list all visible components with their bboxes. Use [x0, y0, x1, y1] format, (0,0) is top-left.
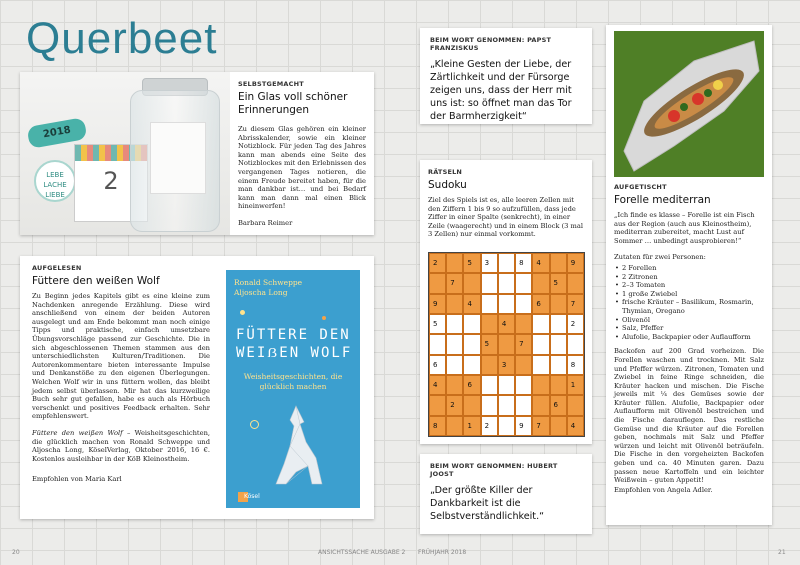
sudoku-cell: 7 — [532, 416, 549, 436]
sudoku-card — [420, 160, 592, 444]
sudoku-cell: 8 — [429, 416, 446, 436]
book-reference — [32, 429, 210, 463]
article-title: Füttere den weißen Wolf — [32, 275, 160, 287]
sudoku-cell — [498, 294, 515, 314]
sudoku-cell: 2 — [481, 416, 498, 436]
sudoku-cell: 7 — [446, 273, 463, 293]
sudoku-cell — [498, 416, 515, 436]
section-kicker: AUFGETISCHT — [614, 183, 667, 191]
section-kicker: RÄTSELN — [428, 168, 463, 176]
sudoku-cell — [515, 355, 532, 375]
sudoku-cell — [463, 355, 480, 375]
issue-label: ANSICHTSSACHE AUSGABE 2 — [318, 549, 406, 556]
trout-dish-icon — [614, 31, 764, 177]
sudoku-cell — [446, 314, 463, 334]
sudoku-cell — [532, 334, 549, 354]
sudoku-cell: 5 — [429, 314, 446, 334]
sudoku-cell — [567, 395, 584, 415]
calendar-day: 2 — [103, 167, 119, 195]
article-jar — [20, 72, 374, 235]
sudoku-cell — [446, 253, 463, 273]
sudoku-cell — [446, 294, 463, 314]
page-number-right: 21 — [778, 549, 786, 556]
sudoku-cell — [481, 375, 498, 395]
ingredient-item: • 1 große Zwiebel — [622, 290, 764, 299]
sudoku-cell: 8 — [567, 355, 584, 375]
sudoku-cell — [532, 355, 549, 375]
recipe-intro: „Ich finde es klasse – Forelle ist ein Fisch aus der Region (auch aus Kleinostheim), mediterran zubereitet, macht Lust auf Sommer … unbedingt ausprobieren!“ — [614, 211, 755, 245]
sudoku-cell — [463, 273, 480, 293]
sudoku-cell — [515, 273, 532, 293]
book-reference-title: Füttere den weißen Wolf — [32, 428, 123, 437]
ingredient-item: • 2–3 Tomaten — [622, 281, 764, 290]
sudoku-cell: 2 — [429, 253, 446, 273]
ingredients-title: Zutaten für zwei Personen: — [614, 253, 706, 262]
sudoku-cell — [498, 375, 515, 395]
sudoku-cell — [429, 395, 446, 415]
sudoku-cell — [481, 314, 498, 334]
section-kicker: AUFGELESEN — [32, 264, 82, 272]
sudoku-cell — [498, 273, 515, 293]
wolf-illustration-icon — [256, 402, 336, 490]
ingredient-item: • Salz, Pfeffer — [622, 324, 764, 333]
season-label: FRÜHJAHR 2018 — [418, 549, 467, 556]
sudoku-cell — [550, 355, 567, 375]
article-body: Zu Beginn jedes Kapitels gibt es eine kleine zum Nachdenken anregende Erzählung. Diese wird anschließend von einem der beiden Autoren ausgelegt und am Ende bekommt man noch einige Tipps und praktische, einfach umsetzbare Übungsvorschläge passend zur Geschichte. Die in sich abgeschlossenen Themen stammen aus den unterschiedlichsten Kulturen/Traditionen. Die Autorenkommentare bieten interessante Impulse und Denkanstöße zu den eigenen Überlegungen. Welchen Wolf wir in uns füttern wollen, das bleibt jedem selbst überlassen. Mir hat das kurzweilige Buch sehr gut gefallen, habe es auch als Hörbuch verschenkt und positives Feedback erhalten. Sehr empfehlenswert. — [32, 292, 210, 421]
recommended-by: Empfohlen von Maria Karl — [32, 475, 122, 484]
quote-text: „Kleine Gesten der Liebe, der Zärtlichkeit und der Fürsorge zeigen uns, dass der Herr mit uns ist: so öffnet man das Tor der Barmherzigkeit“ — [430, 59, 572, 122]
book-author-2: Aljoscha Long — [234, 288, 288, 297]
sudoku-cell: 9 — [567, 253, 584, 273]
ingredients-list — [614, 264, 764, 341]
section-kicker: BEIM WORT GENOMMEN: PAPST FRANZISKUS — [430, 36, 552, 52]
sudoku-cell — [481, 355, 498, 375]
sudoku-cell — [446, 355, 463, 375]
sudoku-cell: 1 — [567, 375, 584, 395]
sudoku-cell — [429, 273, 446, 293]
trout-photo — [614, 31, 764, 177]
sudoku-cell: 9 — [429, 294, 446, 314]
sudoku-cell — [532, 314, 549, 334]
sudoku-cell: 3 — [498, 355, 515, 375]
sudoku-cell: 2 — [567, 314, 584, 334]
sudoku-cell: 6 — [532, 294, 549, 314]
sudoku-cell — [567, 334, 584, 354]
ingredient-item: • frische Kräuter – Basilikum, Rosmarin, Thymian, Oregano — [622, 298, 764, 315]
article-title: Sudoku — [428, 179, 467, 191]
sudoku-cell: 4 — [498, 314, 515, 334]
sudoku-cell — [567, 273, 584, 293]
decor-dot-icon — [322, 316, 326, 320]
sudoku-cell: 7 — [515, 334, 532, 354]
article-title: Ein Glas voll schöner Erinnerungen — [238, 91, 348, 116]
decor-dot-icon — [240, 310, 245, 315]
sudoku-cell — [550, 294, 567, 314]
sudoku-cell — [498, 334, 515, 354]
sudoku-cell — [550, 416, 567, 436]
sudoku-cell: 1 — [463, 416, 480, 436]
recipe-method: Backofen auf 200 Grad vorheizen. Die Forellen waschen und trocknen. Mit Salz und Pfeffer würzen. Zitronen, Tomaten und Zwiebel in feine Ringe schneiden, die Kräuter hacken und mischen. Die Fische jeweils mit ¼ des Gemüses sowie der Kräuter füllen. Alufolie, Backpapier oder Auflaufform mit Olivenöl bestreichen und die Fische darauflegen. Das restliche Gemüse und die Kräuter auf die Forellen geben, nochmals mit Salz und Pfeffer würzen und leicht mit Olivenöl beträufeln. Die Fische in den vorgeheizten Backofen geben und ca. 40 Minuten garen. Dazu passen neue Kartoffeln und ein leichter Weißwein – guten Appetit! — [614, 347, 764, 485]
ingredients-block — [614, 253, 764, 341]
sudoku-cell: 6 — [429, 355, 446, 375]
jar-notepad — [150, 122, 206, 194]
sudoku-cell — [498, 253, 515, 273]
sudoku-cell: 4 — [429, 375, 446, 395]
sudoku-cell: 3 — [481, 253, 498, 273]
sudoku-cell — [481, 294, 498, 314]
quote-text: „Der größte Killer der Dankbarkeit ist die Selbstverständlichkeit.“ — [430, 485, 545, 522]
ingredient-item: • Alufolie, Backpapier oder Auflaufform — [622, 333, 764, 342]
sudoku-cell: 4 — [463, 294, 480, 314]
recommended-by: Empfohlen von Angela Adler. — [614, 485, 713, 494]
ingredient-item: • 2 Zitronen — [622, 273, 764, 282]
year-tag: 2018 — [27, 117, 88, 149]
sudoku-cell — [446, 416, 463, 436]
sudoku-cell: 8 — [515, 253, 532, 273]
sudoku-cell — [463, 395, 480, 415]
book-title: FÜTTERE DEN WEIẞEN WOLF — [236, 327, 353, 361]
sudoku-cell: 5 — [550, 273, 567, 293]
sudoku-cell — [515, 375, 532, 395]
section-kicker: SELBSTGEMACHT — [238, 80, 304, 88]
sudoku-cell: 6 — [463, 375, 480, 395]
sudoku-cell — [429, 334, 446, 354]
sudoku-cell: 2 — [446, 395, 463, 415]
article-wolf — [20, 256, 374, 519]
book-subtitle: Weisheitsgeschichten, die glücklich machen — [243, 372, 343, 391]
sudoku-cell: 5 — [481, 334, 498, 354]
sudoku-cell — [515, 294, 532, 314]
sudoku-cell — [550, 253, 567, 273]
sudoku-cell — [515, 314, 532, 334]
jar-photo — [20, 72, 230, 235]
sudoku-cell — [532, 273, 549, 293]
ingredient-item: • 2 Forellen — [622, 264, 764, 273]
sudoku-cell: 9 — [515, 416, 532, 436]
sudoku-cell — [550, 334, 567, 354]
book-reference-details: – Weisheitsgeschichten, die glücklich machen von Ronald Schweppe und Aljoscha Long, KöselVerlag, Oktober 2016, 16 €. Kostenlos ausleihbar in der KöB Kleinostheim. — [32, 428, 211, 463]
book-author-1: Ronald Schweppe — [234, 278, 303, 287]
sudoku-cell: 7 — [567, 294, 584, 314]
sudoku-cell — [446, 375, 463, 395]
author-signature: Barbara Reimer — [238, 218, 293, 227]
sudoku-cell: 4 — [567, 416, 584, 436]
sudoku-cell — [446, 334, 463, 354]
quote-joost — [420, 454, 592, 534]
magazine-logo: Querbeet — [26, 14, 218, 63]
sudoku-cell — [515, 395, 532, 415]
book-authors — [234, 278, 352, 298]
sudoku-cell — [481, 273, 498, 293]
sudoku-cell — [532, 395, 549, 415]
ingredient-item: • Olivenöl — [622, 316, 764, 325]
book-publisher: Kösel — [244, 493, 260, 500]
sudoku-cell — [463, 334, 480, 354]
sudoku-cell — [550, 314, 567, 334]
article-body: Zu diesem Glas gehören ein kleiner Abrisskalender, sowie ein kleiner Notizblock. Für jeden Tag des Jahres kann man abends eine Seite des Notizblockes mit den Erlebnissen des vergangenen Tages notieren, die einem Freude bereitet haben, für die man dankbar ist… und bei Bedarf kann man dann mal einen Blick hineinwerfen! — [238, 125, 366, 211]
sudoku-cell: 5 — [463, 253, 480, 273]
sudoku-cell: 6 — [550, 395, 567, 415]
sudoku-cell — [498, 395, 515, 415]
quote-pope — [420, 28, 592, 124]
book-cover — [226, 270, 360, 508]
sudoku-cell — [481, 395, 498, 415]
sudoku-cell — [550, 375, 567, 395]
sudoku-cell — [463, 314, 480, 334]
word-tag: LEBE LACHE LIEBE — [34, 160, 76, 202]
page-number-left: 20 — [12, 549, 20, 556]
sudoku-instructions: Ziel des Spiels ist es, alle leeren Zellen mit den Ziffern 1 bis 9 so aufzufüllen, dass jede Ziffer in einer Spalte (senkrecht), in einer Zeile (waagerecht) und in einem Block (3 mal 3 Zellen) nur einmal vorkommt. — [428, 196, 584, 239]
recipe-forelle — [606, 25, 772, 525]
recipe-title: Forelle mediterran — [614, 194, 711, 206]
sudoku-grid — [428, 252, 585, 437]
sudoku-cell: 4 — [532, 253, 549, 273]
section-kicker: BEIM WORT GENOMMEN: HUBERT JOOST — [430, 462, 558, 478]
sudoku-cell — [532, 375, 549, 395]
